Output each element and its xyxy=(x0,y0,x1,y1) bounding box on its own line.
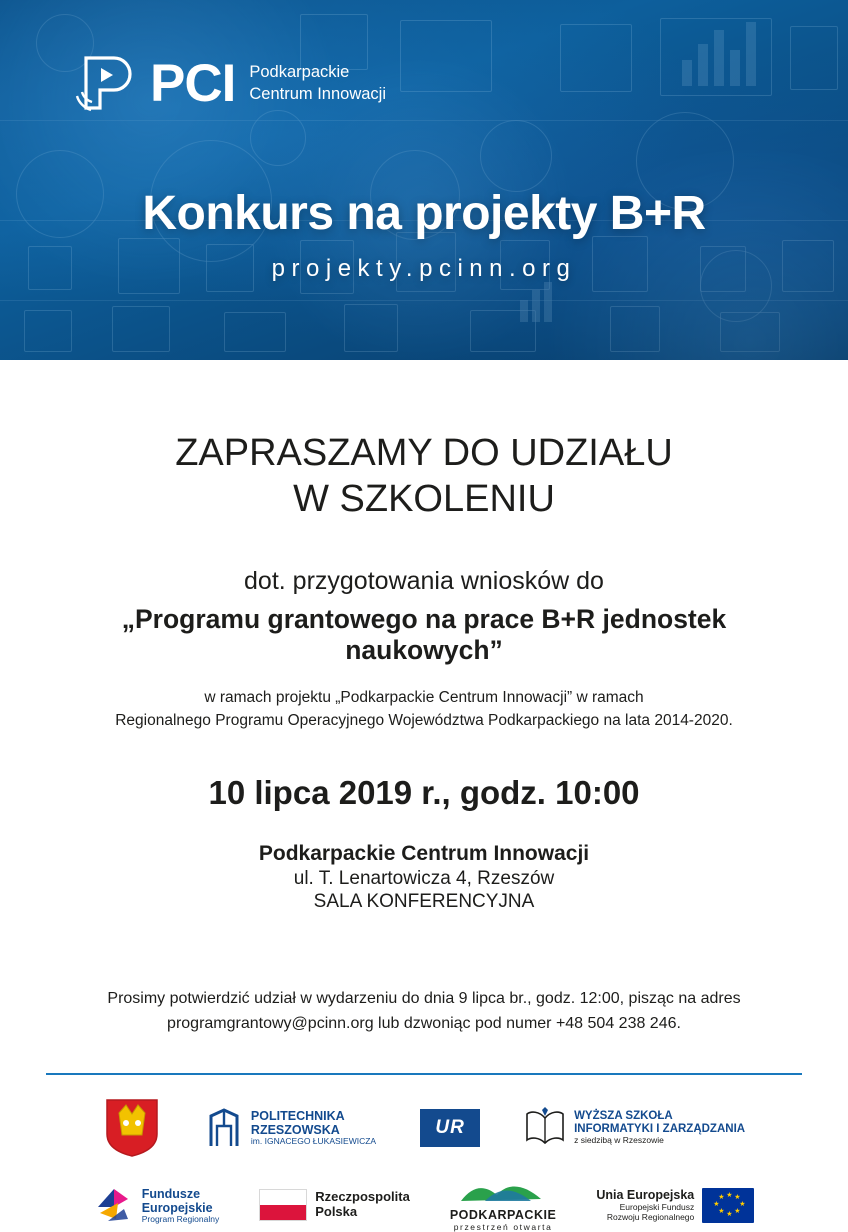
unia-line-3: Rozwoju Regionalnego xyxy=(606,1211,695,1222)
fundusze-line-3: Program Regionalny xyxy=(141,1213,220,1224)
rzeczpospolita-label xyxy=(315,1190,410,1220)
event-date: 10 lipca 2019 r., godz. 10:00 xyxy=(208,774,640,812)
framework-line-2: Regionalnego Programu Operacyjnego Województwa Podkarpackiego na lata 2014-2020. xyxy=(115,711,733,729)
wsiiz-line-2: INFORMATYKI I ZARZĄDZANIA xyxy=(574,1123,746,1136)
eu-flag-icon: ★ ★ ★ ★ ★ ★ ★ ★ xyxy=(702,1188,754,1223)
confirmation-line-2: programgrantowy@pcinn.org lub dzwoniąc pod numer +48 504 238 246. xyxy=(167,1015,681,1033)
fundusze-label xyxy=(142,1187,219,1225)
politechnika-label xyxy=(251,1109,376,1147)
partner-logo-politechnika-rzeszowska xyxy=(205,1106,376,1150)
politechnika-line-2: RZESZOWSKA xyxy=(250,1123,340,1138)
partner-logos-row-2 xyxy=(46,1179,802,1232)
wsiiz-line-1: WYŻSZA SZKOŁA xyxy=(574,1110,673,1123)
pci-logo-subtitle xyxy=(249,60,386,106)
partner-logo-fundusze-europejskie xyxy=(94,1185,219,1225)
fundusze-line-1: Fundusze xyxy=(141,1186,201,1201)
unia-label xyxy=(596,1188,694,1222)
wsiiz-line-3: z siedzibą w Rzeszowie xyxy=(574,1134,664,1145)
partner-logo-uniwersytet-rzeszowski xyxy=(420,1109,480,1147)
politechnika-mark-icon xyxy=(205,1106,243,1150)
pci-logo-subtitle-line2: Centrum Innowacji xyxy=(249,85,386,103)
banner-title: Konkurs na projekty B+R xyxy=(142,187,706,240)
invitation-line-1: ZAPRASZAMY DO UDZIAŁU xyxy=(175,432,673,474)
banner-url[interactable]: projekty.pcinn.org xyxy=(271,255,577,282)
topic-intro: dot. przygotowania wniosków do xyxy=(244,566,604,595)
invitation-line-2: W SZKOLENIU xyxy=(293,478,555,521)
unia-line-1: Unia Europejska xyxy=(596,1188,695,1203)
ur-label: UR xyxy=(435,1116,465,1138)
topic-title: „Programu grantowego na prace B+R jednostek naukowych” xyxy=(121,603,727,665)
partner-logos-row-1 xyxy=(46,1097,802,1159)
coat-of-arms-icon xyxy=(103,1097,161,1159)
wsiiz-label xyxy=(574,1110,745,1145)
politechnika-line-1: POLITECHNIKA xyxy=(250,1109,345,1124)
podkarpackie-line-1: PODKARPACKIE xyxy=(449,1207,557,1222)
venue-room: SALA KONFERENCYJNA xyxy=(313,891,535,913)
rzeczpospolita-line-2: Polska xyxy=(315,1204,358,1220)
partner-logo-podkarpackie-region xyxy=(450,1179,556,1232)
pci-logo-text: PCI xyxy=(150,53,236,113)
partner-logo-wsiiz xyxy=(524,1106,745,1150)
partner-logo-podkarpackie-coat-of-arms xyxy=(103,1097,161,1159)
pci-logo xyxy=(72,52,386,114)
venue-name: Podkarpackie Centrum Innowacji xyxy=(258,842,590,866)
header-banner xyxy=(0,0,848,360)
pci-logo-subtitle-line1: Podkarpackie xyxy=(249,63,350,82)
framework-line-1: w ramach projektu „Podkarpackie Centrum Innowacji” w ramach xyxy=(204,688,644,706)
fundusze-europejskie-icon xyxy=(94,1185,134,1225)
podkarpackie-hills-icon xyxy=(455,1179,551,1203)
rzeczpospolita-line-1: Rzeczpospolita xyxy=(315,1189,410,1205)
main-content xyxy=(0,430,848,1232)
project-framework xyxy=(46,686,802,733)
venue-address: ul. T. Lenartowicza 4, Rzeszów xyxy=(293,868,555,890)
partner-logo-rzeczpospolita-polska xyxy=(259,1189,410,1221)
fundusze-line-2: Europejskie xyxy=(141,1200,213,1215)
invitation-heading xyxy=(46,430,802,523)
polish-flag-icon xyxy=(259,1189,307,1221)
politechnika-line-3: im. IGNACEGO ŁUKASIEWICZA xyxy=(250,1136,377,1147)
podkarpackie-line-2: przestrzeń otwarta xyxy=(453,1221,553,1232)
wsiiz-book-icon xyxy=(524,1106,566,1150)
pci-logo-mark xyxy=(72,52,136,114)
confirmation-line-1: Prosimy potwierdzić udział w wydarzeniu do dnia 9 lipca br., godz. 12:00, pisząc na adres xyxy=(107,990,741,1008)
unia-line-2: Europejski Fundusz xyxy=(619,1201,695,1212)
footer-divider xyxy=(46,1073,802,1075)
confirmation-note xyxy=(46,987,802,1037)
partner-logo-unia-europejska xyxy=(596,1188,754,1223)
